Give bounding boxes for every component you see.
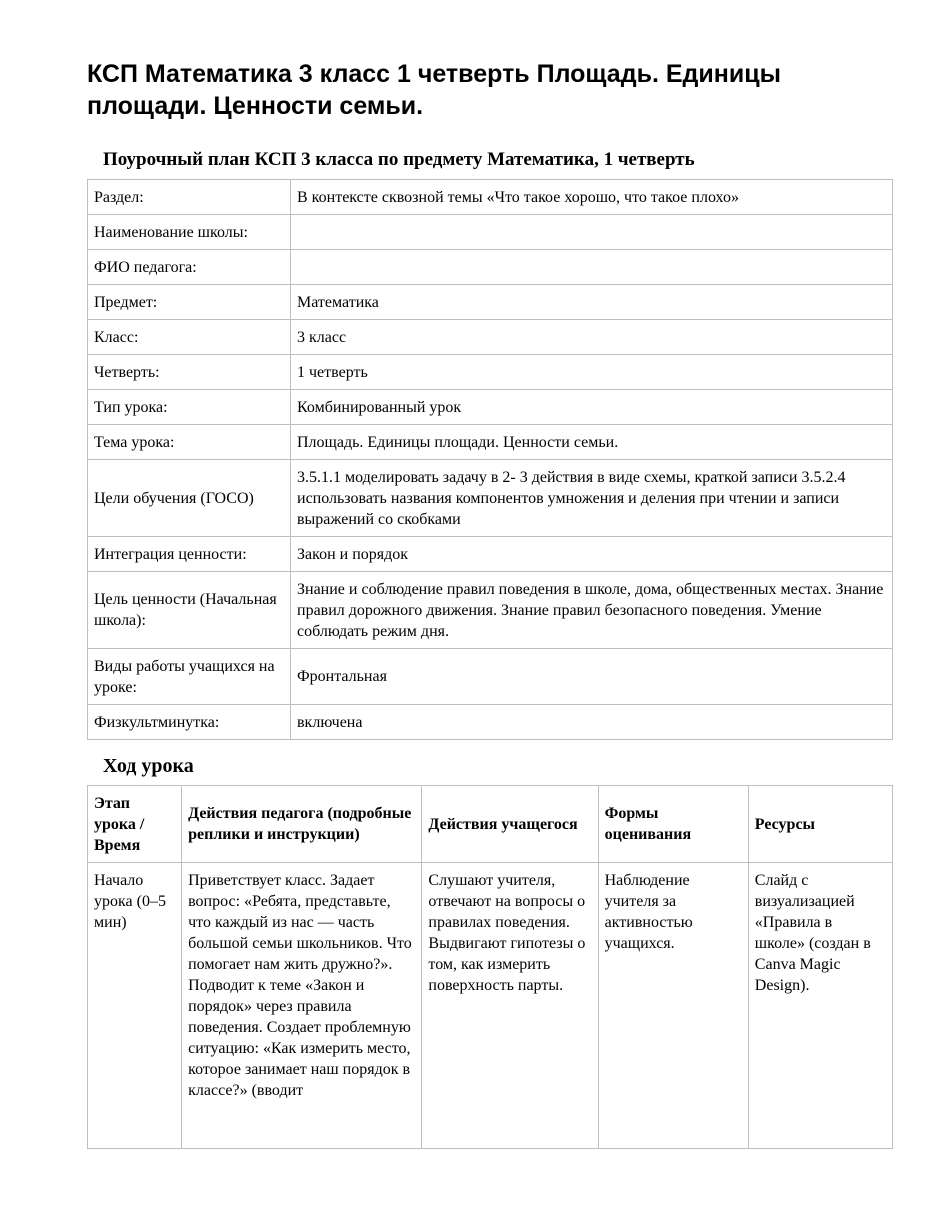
column-header-teacher-actions: Действия педагога (подробные реплики и инструкции): [182, 786, 422, 863]
table-row: [88, 460, 893, 537]
table-row: [88, 250, 893, 285]
table-row: [88, 572, 893, 649]
info-value: В контексте сквозной темы «Что такое хорошо, что такое плохо»: [291, 180, 893, 215]
info-value: Комбинированный урок: [291, 390, 893, 425]
plan-subtitle: Поурочный план КСП 3 класса по предмету Математика, 1 четверть: [103, 149, 695, 170]
table-row: [88, 285, 893, 320]
table-row: [88, 649, 893, 705]
table-row: [88, 320, 893, 355]
column-header-assessment: Формы оценивания: [598, 786, 748, 863]
info-value: Математика: [291, 285, 893, 320]
info-value: Знание и соблюдение правил поведения в школе, дома, общественных местах. Знание правил дорожного движения. Знание правил безопасного поведения. Умение соблюдать режим дня.: [291, 572, 893, 649]
document-title: КСП Математика 3 класс 1 четверть Площадь. Единицы площади. Ценности семьи.: [87, 60, 781, 120]
info-value: Площадь. Единицы площади. Ценности семьи.: [291, 425, 893, 460]
info-value: [291, 215, 893, 250]
lesson-heading: Ход урока: [103, 755, 194, 777]
info-label: Цели обучения (ГОСО): [88, 460, 291, 537]
info-label: Наименование школы:: [88, 215, 291, 250]
table-header-row: [88, 786, 893, 863]
info-label: Интеграция ценности:: [88, 537, 291, 572]
table-row: [88, 537, 893, 572]
table-row: [88, 180, 893, 215]
info-label: Четверть:: [88, 355, 291, 390]
table-row: [88, 705, 893, 740]
cell-stage: Начало урока (0–5 мин): [88, 863, 182, 1149]
table-row: [88, 863, 893, 1149]
info-label: Предмет:: [88, 285, 291, 320]
info-label: Виды работы учащихся на уроке:: [88, 649, 291, 705]
info-label: Класс:: [88, 320, 291, 355]
table-row: [88, 215, 893, 250]
info-label: Раздел:: [88, 180, 291, 215]
info-value: 3.5.1.1 моделировать задачу в 2- 3 действия в виде схемы, краткой записи 3.5.2.4 использовать названия компонентов умножения и деления при чтении и записи выражений со скобками: [291, 460, 893, 537]
info-label: Цель ценности (Начальная школа):: [88, 572, 291, 649]
cell-resources: Слайд с визуализацией «Правила в школе» (создан в Canva Magic Design).: [748, 863, 892, 1149]
lesson-info-table: [87, 179, 893, 740]
table-row: [88, 390, 893, 425]
cell-student-actions: Слушают учителя, отвечают на вопросы о правилах поведения. Выдвигают гипотезы о том, как измерить поверхность парты.: [422, 863, 598, 1149]
cell-assessment: Наблюдение учителя за активностью учащихся.: [598, 863, 748, 1149]
cell-teacher-actions: Приветствует класс. Задает вопрос: «Ребята, представьте, что каждый из нас — часть большой семьи школьников. Что помогает нам жить дружно?». Подводит к теме «Закон и порядок» через правила поведения. Создает проблемную ситуацию: «Как измерить место, которое занимает наш порядок в классе?» (вводит: [182, 863, 422, 1149]
info-value: [291, 250, 893, 285]
info-value: Закон и порядок: [291, 537, 893, 572]
info-value: включена: [291, 705, 893, 740]
info-value: 1 четверть: [291, 355, 893, 390]
info-value: Фронтальная: [291, 649, 893, 705]
info-label: Физкультминутка:: [88, 705, 291, 740]
info-value: 3 класс: [291, 320, 893, 355]
info-label: ФИО педагога:: [88, 250, 291, 285]
lesson-flow-table: [87, 785, 893, 1149]
info-label: Тема урока:: [88, 425, 291, 460]
column-header-resources: Ресурсы: [748, 786, 892, 863]
column-header-student-actions: Действия учащегося: [422, 786, 598, 863]
info-label: Тип урока:: [88, 390, 291, 425]
table-row: [88, 355, 893, 390]
table-row: [88, 425, 893, 460]
column-header-stage: Этап урока / Время: [88, 786, 182, 863]
